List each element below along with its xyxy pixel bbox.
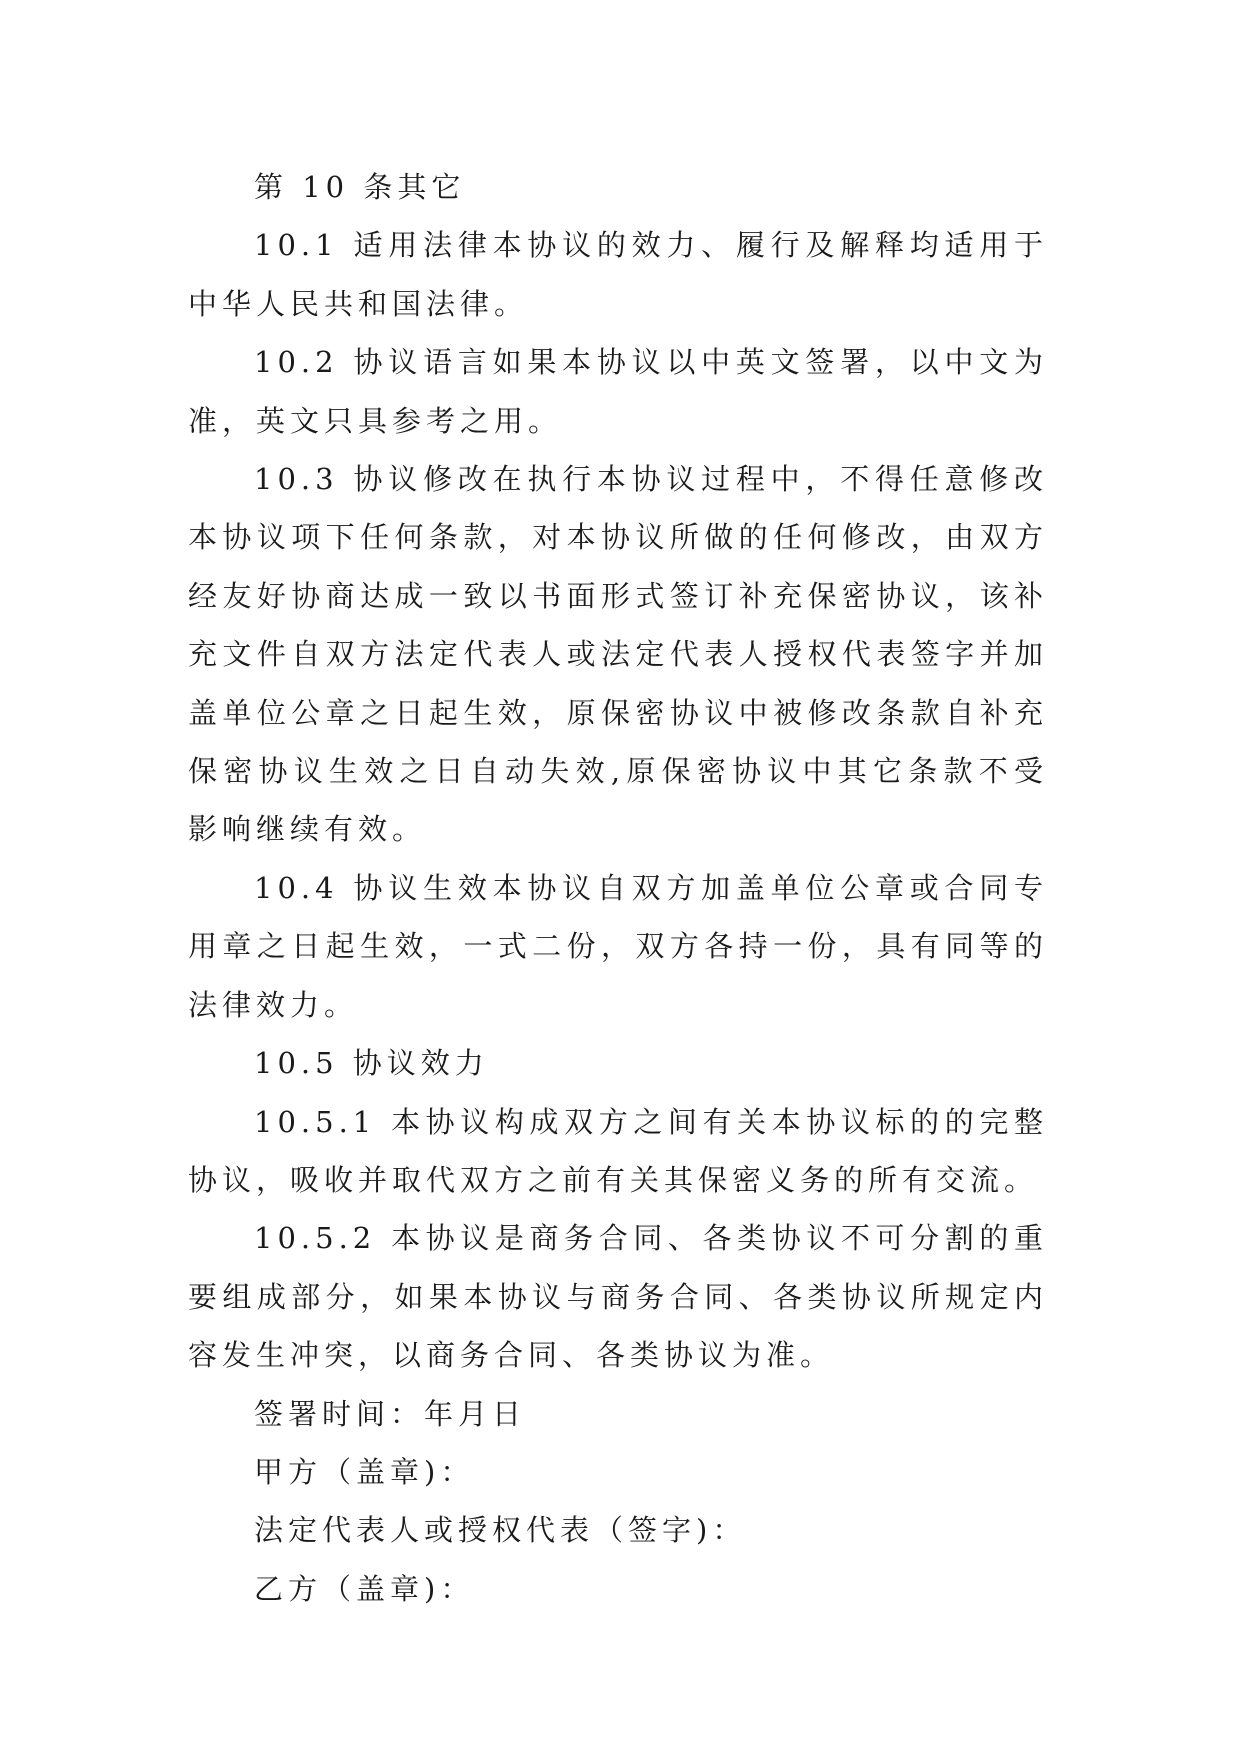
clause-10-4: 10.4 协议生效本协议自双方加盖单位公章或合同专用章之日起生效，一式二份，双方各持一份，具有同等的法律效力。 xyxy=(188,870,1048,1022)
party-a-seal-line: 甲方（盖章)： xyxy=(254,1454,475,1489)
party-b-seal-line: 乙方（盖章)： xyxy=(254,1571,475,1606)
representative-signature-line: 法定代表人或授权代表（签字)： xyxy=(254,1513,747,1548)
section-heading: 第 10 条其它 xyxy=(254,170,466,204)
clause-10-5-2: 10.5.2 本协议是商务合同、各类协议不可分割的重要组成部分，如果本协议与商务合同、各类协议所规定内容发生冲突，以商务合同、各类协议为准。 xyxy=(188,1221,1048,1373)
clause-10-5: 10.5 协议效力 xyxy=(254,1046,489,1081)
clause-10-3: 10.3 协议修改在执行本协议过程中，不得任意修改本协议项下任何条款，对本协议所做的任何修改，由双方经友好协商达成一致以书面形式签订补充保密协议，该补充文件自双方法定代表人或法定代表人授权代表签字并加盖单位公章之日起生效，原保密协议中被修改条款自补充保密协议生效之日自动失效,原保密协议中其它条款不受影响继续有效。 xyxy=(188,462,1048,847)
document-body xyxy=(188,158,1048,1618)
signing-date-line: 签署时间：年月日 xyxy=(254,1396,527,1431)
clause-10-1: 10.1 适用法律本协议的效力、履行及解释均适用于中华人民共和国法律。 xyxy=(188,228,1048,321)
clause-10-2: 10.2 协议语言如果本协议以中英文签署，以中文为准，英文只具参考之用。 xyxy=(188,345,1048,438)
clause-10-5-1: 10.5.1 本协议构成双方之间有关本协议标的的完整协议，吸收并取代双方之前有关其保密义务的所有交流。 xyxy=(188,1104,1048,1197)
